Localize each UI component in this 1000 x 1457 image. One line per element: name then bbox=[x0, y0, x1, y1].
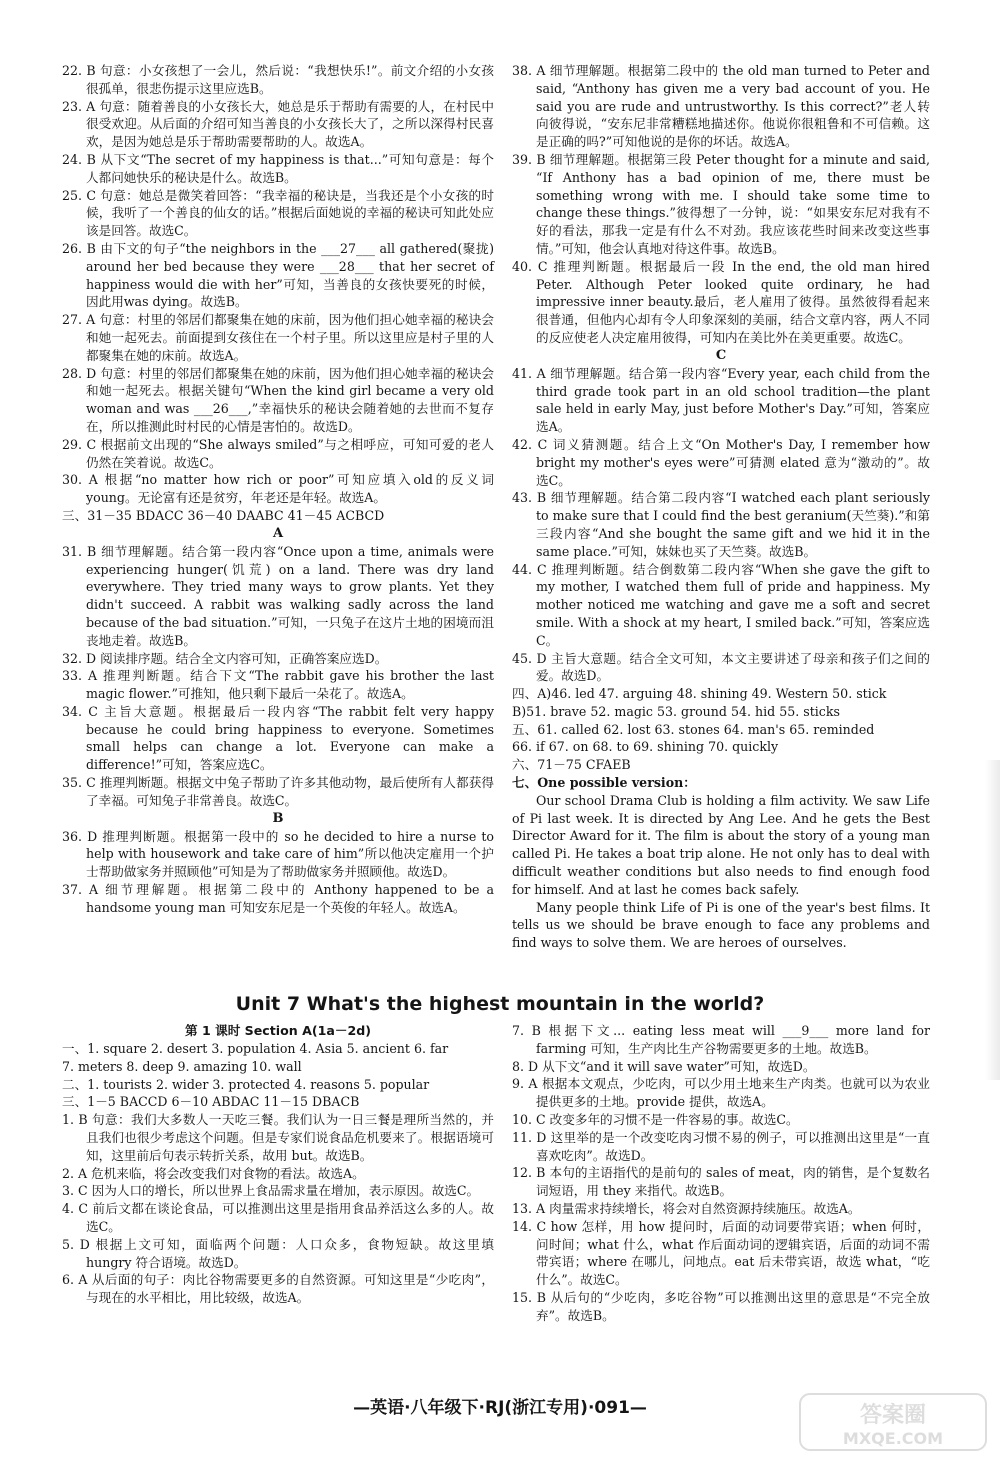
page-footer: —英语·八年级下·RJ(浙江专用)·091— bbox=[353, 1398, 647, 1418]
lesson-section-heading: 第 1 课时 Section A(1a－2d) bbox=[184, 1023, 371, 1038]
answers-part-6: 六、71－75 CFAEB bbox=[512, 757, 631, 773]
top-left-column bbox=[62, 62, 494, 917]
cloze-answer-13: 13. A 肉量需求持续增长，将会对自然资源持续施压。故选A。 bbox=[512, 1200, 861, 1216]
watermark-logo bbox=[798, 1392, 988, 1452]
unit-title: Unit 7 What's the highest mountain in the world? bbox=[235, 993, 765, 1015]
top-right-column bbox=[512, 62, 930, 952]
bottom-right-column bbox=[512, 1022, 930, 1325]
cloze-answer-10: 10. C 改变多年的习惯不是一件容易的事。故选C。 bbox=[512, 1111, 799, 1127]
section-c-heading: C bbox=[715, 347, 727, 363]
answer-45: 45. D 主旨大意题。结合全文可知，本文主要讲述了母亲和孩子们之间的爱。故选D。 bbox=[512, 650, 930, 684]
answer-40: 40. C 推理判断题。根据最后一段 In the end, the old man hired Peter. Although Peter looked quite ordinary, he had impressive inner beauty.最后，老人雇用了彼得。虽然彼得看起来很普通，但他内心却有令人印象深刻的美丽，结合文章内容，两人不同的反应使老人决定雇用彼得，可知内在美比外在美更重要。故选C。 bbox=[512, 258, 930, 345]
watermark-text-bottom: MXQE.COM bbox=[842, 1429, 944, 1448]
answer-30: 30. A 根据“no matter how rich or poor”可知应填入old的反义词young。无论富有还是贫穷，年老还是年轻。故选A。 bbox=[62, 472, 494, 506]
answer-35: 35. C 推理判断题。根据文中兔子帮助了许多其他动物，最后使所有人都获得了幸福。可知兔子非常善良。故选C。 bbox=[62, 775, 494, 808]
cloze-answer-9: 9. A 根据本文观点，少吃肉，可以少用土地来生产肉类。也就可以为农业提供更多的土地。provide 提供，故选A。 bbox=[512, 1076, 930, 1110]
vocab-answers-1: 一、1. square 2. desert 3. population 4. Asia 5. ancient 6. far bbox=[62, 1041, 449, 1056]
sample-essay-label: 七、One possible version： bbox=[512, 775, 696, 791]
answer-37: 37. A 细节理解题。根据第二段中的 Anthony happened to be a handsome young man 可知安东尼是一个英俊的年轻人。故选A。 bbox=[62, 882, 494, 915]
answer-34: 34. C 主旨大意题。根据最后一段内容“The rabbit felt very happy because he could bring happiness to everyone. Sometimes small helps can change a lot. Everyone can make a difference!”可知，答案应选C。 bbox=[62, 703, 494, 773]
answer-26: 26. B 由下文的句子“the neighbors in the ___27___ all gathered(聚拢) around her bed because they were ___28___ that her secret of happiness would die with her”可知，当善良的女孩快要死的时候，因此用was dying。故选B。 bbox=[62, 240, 494, 310]
answer-43: 43. B 细节理解题。结合第二段内容“I watched each plant seriously to make sure that I could find the best geranium(天竺葵).”和第三段内容“And she bought the same gift and we hid it in the same place.”可知，妹妹也买了天竺葵。故选B。 bbox=[512, 490, 930, 559]
answer-32: 32. D 阅读排序题。结合全文内容可知，正确答案应选D。 bbox=[62, 650, 388, 666]
cloze-answer-14: 14. C how 怎样，用 how 提问时，后面的动词要带宾语；when 何时，问时间；what 什么，what 作后面动词的逻辑宾语，后面的动词不需带宾语；where 在哪儿，问地点。eat 后未带宾语，故选 what，“吃什么”。故选C。 bbox=[512, 1218, 930, 1288]
vocab-answers-3: 二、1. tourists 2. wider 3. protected 4. reasons 5. popular bbox=[62, 1076, 430, 1092]
cloze-answer-11: 11. D 这里举的是一个改变吃肉习惯不易的例子，可以推测出这里是“一直喜欢吃肉”。故选D。 bbox=[512, 1129, 930, 1163]
answer-27: 27. A 句意：村里的邻居们都聚集在她的床前，因为他们担心她幸福的秘诀会和她一起死去。前面提到女孩住在一个村子里。所以这里应是村子里的人都聚集在她的床前。故选A。 bbox=[62, 312, 494, 363]
answer-25: 25. C 句意：她总是微笑着回答：“我幸福的秘诀是，当我还是个小女孩的时候，我听了一个善良的仙女的话。”根据后面她说的幸福的秘诀可知此处应该是回答。故选C。 bbox=[62, 187, 494, 239]
section-a-heading: A bbox=[272, 525, 284, 541]
cloze-answer-key: 三、1－5 BACCD 6－10 ABDAC 11－15 DBACB bbox=[62, 1094, 360, 1110]
answer-22: 22. B 句意：小女孩想了一会儿，然后说：“我想快乐!”。前文介绍的小女孩很孤单，很悲伤提示这里应选B。 bbox=[62, 63, 494, 96]
answer-42: 42. C 词义猜测题。结合上文“On Mother's Day, I remember how bright my mother's eyes were”可猜测 elated 意为“激动的”。故选C。 bbox=[512, 436, 930, 488]
cloze-answer-3: 3. C 因为人口的增长，所以世界上食品需求量在增加，表示原因。故选C。 bbox=[62, 1183, 480, 1199]
cloze-answer-4: 4. C 前后文都在谈论食品，可以推测出这里是指用食品养活这么多的人。故选C。 bbox=[62, 1201, 494, 1234]
answer-44: 44. C 推理判断题。结合倒数第二段内容“When she gave the gift to my mother, I watched them full of pride and happiness. My mother noticed me watching and gave me a soft and secret smile. With a shock at my heart, I smiled back.”可知，答案应选C。 bbox=[512, 561, 930, 648]
cloze-answer-15: 15. B 从后句的“少吃肉，多吃谷物”可以推测出这里的意思是“不完全放弃”。故选B。 bbox=[512, 1289, 930, 1323]
answers-part-5a: 五、61. called 62. lost 63. stones 64. man's 65. reminded bbox=[512, 721, 875, 737]
cloze-answer-2: 2. A 危机来临，将会改变我们对食物的看法。故选A。 bbox=[62, 1165, 365, 1181]
answers-part-5b: 66. if 67. on 68. to 69. shining 70. quickly bbox=[512, 739, 779, 755]
answer-39: 39. B 细节理解题。根据第三段 Peter thought for a minute and said, “If Anthony has a bad opinion of me, there must be something wrong with me. I should take some time to change these things.”彼得想了一分钟，说：“如果安东尼对我有不好的看法，那我一定是有什么不对劲。我应该花些时间来改变这些事情。”可知，他会认真地对待这件事。故选B。 bbox=[512, 151, 930, 256]
answer-38: 38. A 细节理解题。根据第二段中的 the old man turned to Peter and said, “Anthony has given me a very bad account of you. He said you are rude and untrustworthy. Is this correct?”老人转向彼得说，“安东尼非常糟糕地描述你。他说你很粗鲁和不可信赖。这是正确的吗?”可知他说的是你的坏话。故选A。 bbox=[512, 63, 930, 150]
vocab-answers-2: 7. meters 8. deep 9. amazing 10. wall bbox=[62, 1058, 302, 1074]
answer-41: 41. A 细节理解题。结合第一段内容“Every year, each child from the third grade took part in an old school tradition—the plant sale held in early May, just before Mother's Day.”可知，答案应选A。 bbox=[512, 365, 930, 435]
watermark-text-top: 答案圈 bbox=[859, 1403, 927, 1428]
cloze-answer-1: 1. B 句意：我们大多数人一天吃三餐。我们认为一日三餐是理所当然的，并且我们也很少考虑这个问题。但是专家们说食品危机要来了。根据语境可知，这里前后句表示转折关系，故用 but。故选B。 bbox=[62, 1112, 494, 1163]
answer-31: 31. B 细节理解题。结合第一段内容“Once upon a time, animals were experiencing hunger(饥荒) on a land. There was dry land everywhere. They tried many ways to grow plants. Yet they didn't succeed. A rabbit was walking sadly across the land because of the bad situation.”可知，一只兔子在这片土地的困境而沮丧地走着。故选B。 bbox=[62, 543, 494, 648]
sample-essay-paragraph-1: Our school Drama Club is holding a film activity. We saw Life of Pi last week. It is directed by Ang Lee. And he gets the Best Director Award for it. The film is about the story of a young man called Pi. He takes a boat trip alone. He not only has to deal with difficult weather conditions but also needs to find enough food for himself. And at last he comes back safely. bbox=[512, 792, 930, 897]
answer-28: 28. D 句意：村里的邻居们都聚集在她的床前，因为他们担心她幸福的秘诀会和她一起死去。根据关键句“When the kind girl became a very old woman and was ___26___,”幸福快乐的秘诀会随着她的去世而不复存在，所以推测此时村民的心情是害怕的。故选D。 bbox=[62, 365, 494, 434]
answer-key-31-45: 三、31－35 BDACC 36－40 DAABC 41－45 ACBCD bbox=[62, 507, 385, 523]
cloze-answer-5: 5. D 根据上文可知，面临两个问题：人口众多，食物短缺。故这里填 hungry 符合语境。故选D。 bbox=[62, 1236, 494, 1270]
cloze-answer-6: 6. A 从后面的句子：肉比谷物需要更多的自然资源。可知这里是“少吃肉”，与现在的水平相比，用比较级，故选A。 bbox=[62, 1272, 494, 1306]
answer-24: 24. B 从下文“The secret of my happiness is that...”可知句意是：每个人都问她快乐的秘诀是什么。故选B。 bbox=[62, 151, 494, 185]
bottom-left-column bbox=[62, 1022, 494, 1307]
cloze-answer-8: 8. D 从下文“and it will save water”可知，故选D。 bbox=[512, 1058, 816, 1074]
cloze-answer-12: 12. B 本句的主语指代的是前句的 sales of meat，肉的销售，是个复数名词短语，用 they 来指代。故选B。 bbox=[512, 1165, 930, 1199]
answers-part-4a: 四、A)46. led 47. arguing 48. shining 49. Western 50. stick bbox=[512, 686, 887, 702]
sample-essay-paragraph-2: Many people think Life of Pi is one of the year's best films. It tells us we should be brave enough to face any problems and find ways to solve them. We are heroes of ourselves. bbox=[512, 899, 930, 951]
page-edge-shadow bbox=[985, 760, 1000, 1080]
section-b-heading: B bbox=[272, 810, 284, 826]
answer-36: 36. D 推理判断题。根据第一段中的 so he decided to hire a nurse to help with housework and take care of him”所以他决定雇用一个护士帮助做家务并照顾他”可知是为了帮助做家务并照顾他。故选D。 bbox=[62, 828, 494, 880]
cloze-answer-7: 7. B 根据下文... eating less meat will ___9___ more land for farming 可知，生产肉比生产谷物需要更多的土地。故选B。 bbox=[512, 1023, 930, 1056]
answer-29: 29. C 根据前文出现的“She always smiled”与之相呼应，可知可爱的老人仍然在笑着说。故选C。 bbox=[62, 436, 494, 470]
answers-part-4b: B)51. brave 52. magic 53. ground 54. hid 55. sticks bbox=[512, 703, 840, 719]
answer-33: 33. A 推理判断题。结合下文“The rabbit gave his brother the last magic flower.”可推知，他只剩下最后一朵花了。故选A。 bbox=[62, 668, 494, 702]
answer-23: 23. A 句意：随着善良的小女孩长大，她总是乐于帮助有需要的人，在村民中很受欢迎。从后面的介绍可知当善良的小女孩长大了，之所以深得村民喜欢，是因为她总是乐于帮助需要帮助的人。故选A。 bbox=[62, 98, 494, 150]
